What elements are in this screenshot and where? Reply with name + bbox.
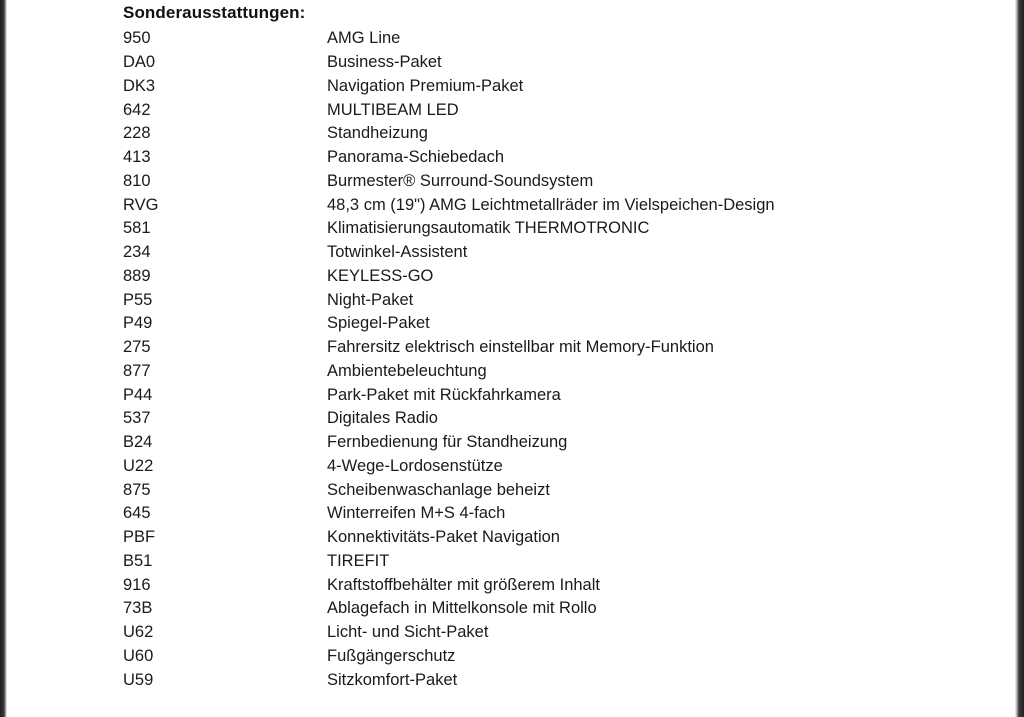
list-item: [123, 573, 775, 597]
option-code: 810: [123, 171, 151, 190]
list-item: [123, 502, 775, 526]
list-item: [123, 645, 775, 669]
list-item: [123, 383, 775, 407]
option-code: 875: [123, 480, 151, 499]
list-item: [123, 597, 775, 621]
list-item: [123, 478, 775, 502]
option-code: 645: [123, 504, 151, 523]
option-description: TIREFIT: [327, 551, 390, 570]
list-item: [123, 51, 775, 75]
list-item: [123, 241, 775, 265]
list-item: [123, 668, 775, 692]
option-description: 4-Wege-Lordosenstütze: [327, 456, 503, 475]
list-item: [123, 98, 775, 122]
list-item: [123, 27, 775, 51]
option-description: KEYLESS-GO: [327, 266, 434, 285]
option-description: Fußgängerschutz: [327, 646, 456, 665]
list-item: [123, 455, 775, 479]
option-description: 48,3 cm (19") AMG Leichtmetallräder im Vielspeichen-Design: [327, 195, 775, 214]
option-description: AMG Line: [327, 29, 401, 48]
option-description: Burmester® Surround-Soundsystem: [327, 171, 594, 190]
option-code: B24: [123, 433, 153, 452]
document-page[interactable]: [7, 0, 1015, 717]
option-description: Fernbedienung für Standheizung: [327, 433, 568, 452]
option-code: B51: [123, 551, 153, 570]
option-description: Ambientebeleuchtung: [327, 361, 487, 380]
list-item: [123, 360, 775, 384]
option-description: Konnektivitäts-Paket Navigation: [327, 528, 560, 547]
option-description: Klimatisierungsautomatik THERMOTRONIC: [327, 219, 650, 238]
list-item: [123, 193, 775, 217]
list-item: [123, 407, 775, 431]
option-code: 234: [123, 243, 151, 262]
option-code: U62: [123, 623, 154, 642]
option-code: 228: [123, 124, 151, 143]
option-description: Panorama-Schiebedach: [327, 148, 505, 167]
list-item: [123, 336, 775, 360]
option-description: Park-Paket mit Rückfahrkamera: [327, 385, 561, 404]
option-code: 73B: [123, 599, 153, 618]
list-item: [123, 312, 775, 336]
option-code: 950: [123, 29, 151, 48]
option-code: 642: [123, 100, 151, 119]
option-description: MULTIBEAM LED: [327, 100, 459, 119]
option-code: RVG: [123, 195, 159, 214]
option-description: Spiegel-Paket: [327, 314, 430, 333]
option-description: Standheizung: [327, 124, 428, 143]
list-item: [123, 170, 775, 194]
option-code: PBF: [123, 528, 156, 547]
option-description: Navigation Premium-Paket: [327, 76, 524, 95]
option-code: U60: [123, 646, 154, 665]
option-code: 537: [123, 409, 151, 428]
option-code: P49: [123, 314, 153, 333]
option-code: 581: [123, 219, 151, 238]
equipment-list: [123, 27, 775, 692]
list-item: [123, 550, 775, 574]
option-description: Fahrersitz elektrisch einstellbar mit Memory-Funktion: [327, 338, 714, 357]
option-description: Kraftstoffbehälter mit größerem Inhalt: [327, 575, 600, 594]
option-description: Ablagefach in Mittelkonsole mit Rollo: [327, 599, 597, 618]
option-description: Totwinkel-Assistent: [327, 243, 468, 262]
option-code: 275: [123, 338, 151, 357]
list-item: [123, 431, 775, 455]
option-code: P44: [123, 385, 153, 404]
option-description: Licht- und Sicht-Paket: [327, 623, 489, 642]
option-code: 916: [123, 575, 151, 594]
option-code: 877: [123, 361, 151, 380]
option-code: DK3: [123, 76, 156, 95]
option-code: U22: [123, 456, 154, 475]
list-item: [123, 146, 775, 170]
list-item: [123, 526, 775, 550]
list-item: [123, 621, 775, 645]
option-description: Business-Paket: [327, 53, 442, 72]
option-code: 889: [123, 266, 151, 285]
list-item: [123, 75, 775, 99]
option-code: DA0: [123, 53, 156, 72]
option-description: Winterreifen M+S 4-fach: [327, 504, 506, 523]
list-item: [123, 288, 775, 312]
list-item: [123, 122, 775, 146]
list-item: [123, 265, 775, 289]
option-code: U59: [123, 670, 154, 689]
option-description: Night-Paket: [327, 290, 414, 309]
option-code: P55: [123, 290, 153, 309]
option-description: Digitales Radio: [327, 409, 438, 428]
option-code: 413: [123, 148, 151, 167]
option-description: Scheibenwaschanlage beheizt: [327, 480, 550, 499]
list-item: [123, 217, 775, 241]
section-heading: Sonderausstattungen:: [123, 3, 306, 22]
option-description: Sitzkomfort-Paket: [327, 670, 458, 689]
